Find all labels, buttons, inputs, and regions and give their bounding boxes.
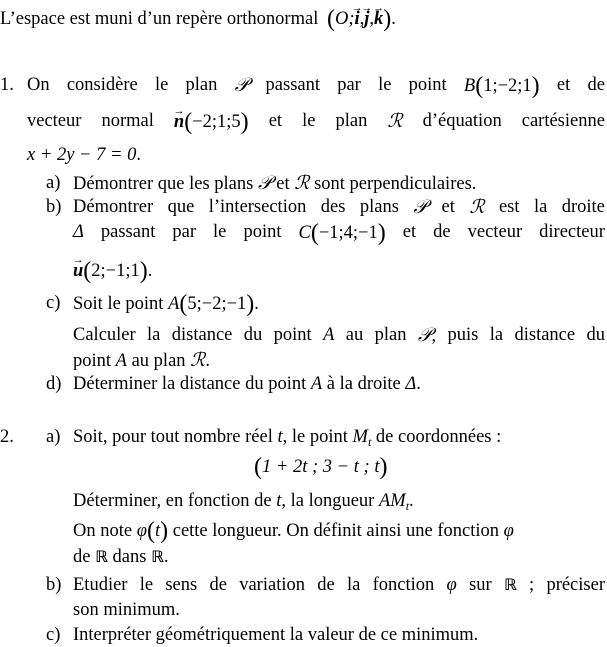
q2a-line-5: de ℝ dans ℝ. xyxy=(73,547,169,567)
plane-r-symbol: ℛ xyxy=(387,110,403,132)
intro-line: L’espace est muni d’un repère orthonormal (O;→ i,→ j,→ k). xyxy=(0,7,396,31)
q1c-line-2: Calculer la distance du point A au plan 𝒫, puis la distance du xyxy=(73,324,605,346)
q2a-line-1: Soit, pour tout nombre réel t, le point $M_t$ de coordonnées : xyxy=(73,427,502,449)
q1b-line-2: Δ passant par le point C(−1;4;−1) et de vecteur directeur xyxy=(73,220,605,246)
q2c-label: c) xyxy=(46,625,61,645)
q1c-text: Soit le point A(5;−2;−1). xyxy=(73,291,259,317)
q1a-text: Démontrer que les plans 𝒫 et ℛ sont perpendiculaires. xyxy=(73,172,477,194)
q1c-line-3: point A au plan ℛ. xyxy=(73,349,210,371)
q1b-line-1: Démontrer que l’intersection des plans 𝒫 et ℛ est la droite xyxy=(73,196,605,218)
q2b-line-2: son minimum. xyxy=(73,600,180,620)
q1-line-2: vecteur normal → n(−2;1;5) et le plan ℛ d’équation cartésienne xyxy=(27,110,605,134)
q1-line-1: On considère le plan 𝒫 passant par le point B(1;−2;1) et de xyxy=(27,73,605,99)
q2c-text: Interpréter géométriquement la valeur de ce minimum. xyxy=(73,625,479,645)
q1c-label: c) xyxy=(46,293,61,313)
q2a-line-3: Déterminer, en fonction de t, la longueur $AM_t$. xyxy=(73,491,414,513)
q1d-label: d) xyxy=(46,374,62,394)
q2b-label: b) xyxy=(46,575,62,595)
q1-equation: x + 2y − 7 = 0. xyxy=(27,145,141,165)
q2a-line-4: On note φ(t) cette longueur. On définit ainsi une fonction φ xyxy=(73,518,514,544)
q1b-vector-u: → u(2;−1;1). xyxy=(73,259,152,283)
q1a-label: a) xyxy=(46,173,61,193)
question-1-number: 1. xyxy=(0,75,14,95)
q1b-label: b) xyxy=(46,197,62,217)
q1d-text: Déterminer la distance du point A à la droite Δ. xyxy=(73,374,421,394)
q2b-line-1: Etudier le sens de variation de la fonction φ sur ℝ ; préciser xyxy=(73,575,605,595)
q2a-label: a) xyxy=(46,427,61,447)
question-2-number: 2. xyxy=(0,427,14,447)
plane-p-symbol: 𝒫 xyxy=(234,74,249,96)
q2a-coordinates: (1 + 2t ; 3 − t ; t) xyxy=(254,454,388,480)
line-delta-symbol: Δ xyxy=(73,222,84,242)
